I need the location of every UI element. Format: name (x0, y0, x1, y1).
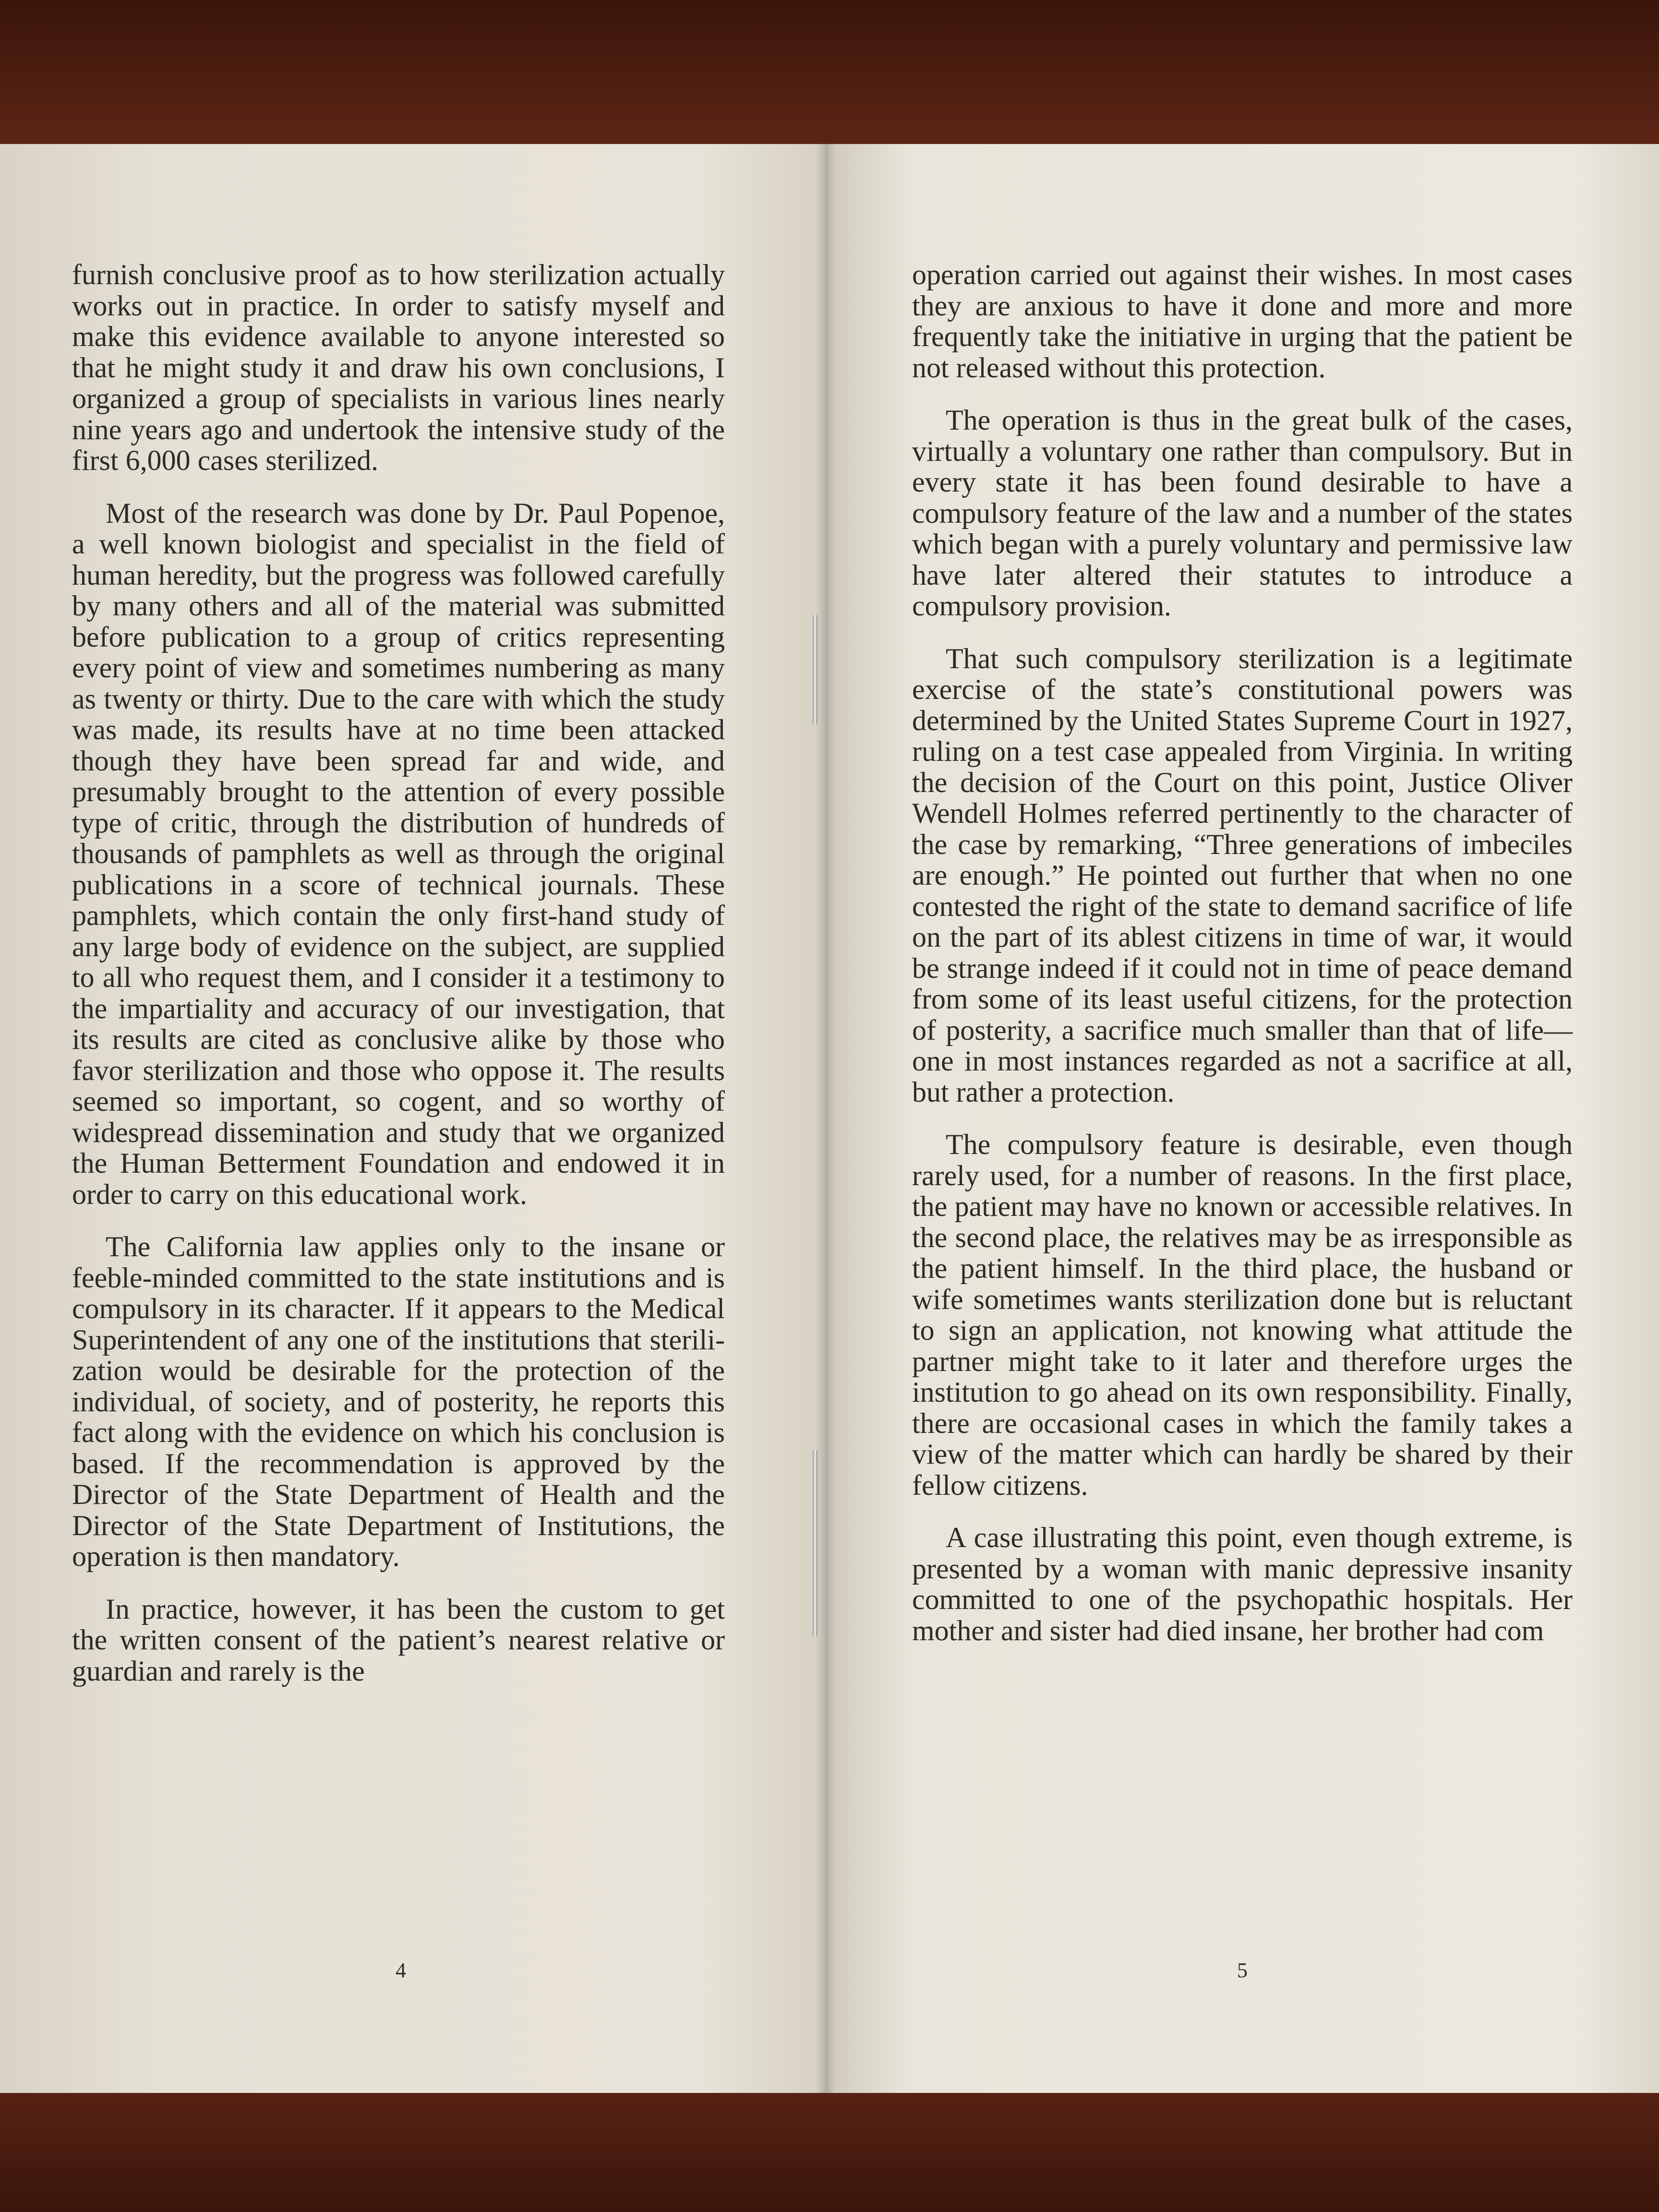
left-page (0, 144, 826, 2093)
right-paragraph: operation carried out against their wishes. In most cases they are anxious to have it done and more and more frequently take the initiative in urging that the patient be not released without this protection. (912, 259, 1573, 384)
right-paragraph: That such compulsory sterilization is a legitimate exercise of the state’s constitutional powers was determined by the United States Supreme Court in 1927, ruling on a test case appealed from Virginia. In writing the decision of the Court on this point, Justice Oliver Wendell Holmes referred pertinently to the character of the case by remarking, “Three generations of imbeciles are enough.” He pointed out further that when no one contested the right of the state to demand sacrifice of life on the part of its ablest citizens in time of war, it would be strange indeed if it could not in time of peace demand from some of its least useful citizens, for the protection of posterity, a sacrifice much smaller than that of life—one in most instances regarded as not a sacrifice at all, but rather a protection. (912, 642, 1573, 1108)
left-page-text (72, 259, 725, 1686)
right-page-text (912, 259, 1573, 1646)
left-paragraph: furnish conclusive proof as to how sterilization actually works out in practice. In order to satisfy myself and make this evidence available to anyone interested so that he might study it and draw his own conclusions, I organized a group of specialists in various lines nearly nine years ago and undertook the intensive study of the first 6,000 cases sterilized. (72, 259, 725, 476)
lower-staple (813, 1450, 817, 1637)
book-gutter (816, 144, 835, 2093)
right-paragraph: The compulsory feature is desirable, even though rarely used, for a number of reasons. In the first place, the patient may have no known or accessible relatives. In the second place, the relatives may be as irresponsible as the patient himself. In the third place, the husband or wife sometimes wants sterilization done but is reluctant to sign an application, not knowing what attitude the partner might take to it later and therefore urges the institution to go ahead on its own responsibility. Finally, there are occasional cases in which the family takes a view of the matter which can hardly be shared by their fellow citizens. (912, 1129, 1573, 1501)
right-page-number: 5 (1237, 1959, 1248, 1982)
left-paragraph: The California law applies only to the insane or feeble-minded committed to the state institutions and is compulsory in its character. If it appears to the Medical Superintendent of any one of the institutions that sterilization would be desirable for the protection of the individual, of society, and of posterity, he reports this fact along with the evidence on which his conclusion is based. If the recommendation is approved by the Director of the State Department of Health and the Director of the State Department of Institutions, the operation is then mandatory. (72, 1231, 725, 1572)
right-page (826, 144, 1659, 2093)
left-page-number: 4 (396, 1959, 406, 1982)
upper-staple (813, 614, 817, 725)
left-paragraph: In practice, however, it has been the custom to get the written consent of the patient’s nearest relative or guardian and rarely is the (72, 1593, 725, 1687)
right-paragraph: A case illustrating this point, even though extreme, is presented by a woman with manic depressive insanity committed to one of the psychopathic hospitals. Her mother and sister had died insane, her brother had com (912, 1522, 1573, 1647)
right-paragraph: The operation is thus in the great bulk of the cases, virtually a voluntary one rather than compulsory. But in every state it has been found desirable to have a compulsory feature of the law and a number of the states which began with a purely voluntary and permissive law have later altered their statutes to introduce a compulsory provision. (912, 404, 1573, 622)
open-booklet (0, 144, 1659, 2093)
left-paragraph: Most of the research was done by Dr. Paul Popenoe, a well known biologist and specialist in the field of human heredity, but the progress was followed carefully by many others and all of the material was submitted before publication to a group of critics representing every point of view and sometimes numbering as many as twenty or thirty. Due to the care with which the study was made, its results have at no time been attacked though they have been spread far and wide, and presumably brought to the attention of every possible type of critic, through the distribution of hundreds of thousands of pamphlets as well as through the original publications in a score of technical journals. These pamphlets, which contain the only first-hand study of any large body of evidence on the subject, are supplied to all who request them, and I consider it a testimony to the impartiality and accuracy of our investigation, that its results are cited as conclusive alike by those who favor sterilization and those who oppose it. The results seemed so important, so cogent, and so worthy of widespread dissemination and study that we organized the Human Betterment Foundation and endowed it in order to carry on this educational work. (72, 497, 725, 1210)
